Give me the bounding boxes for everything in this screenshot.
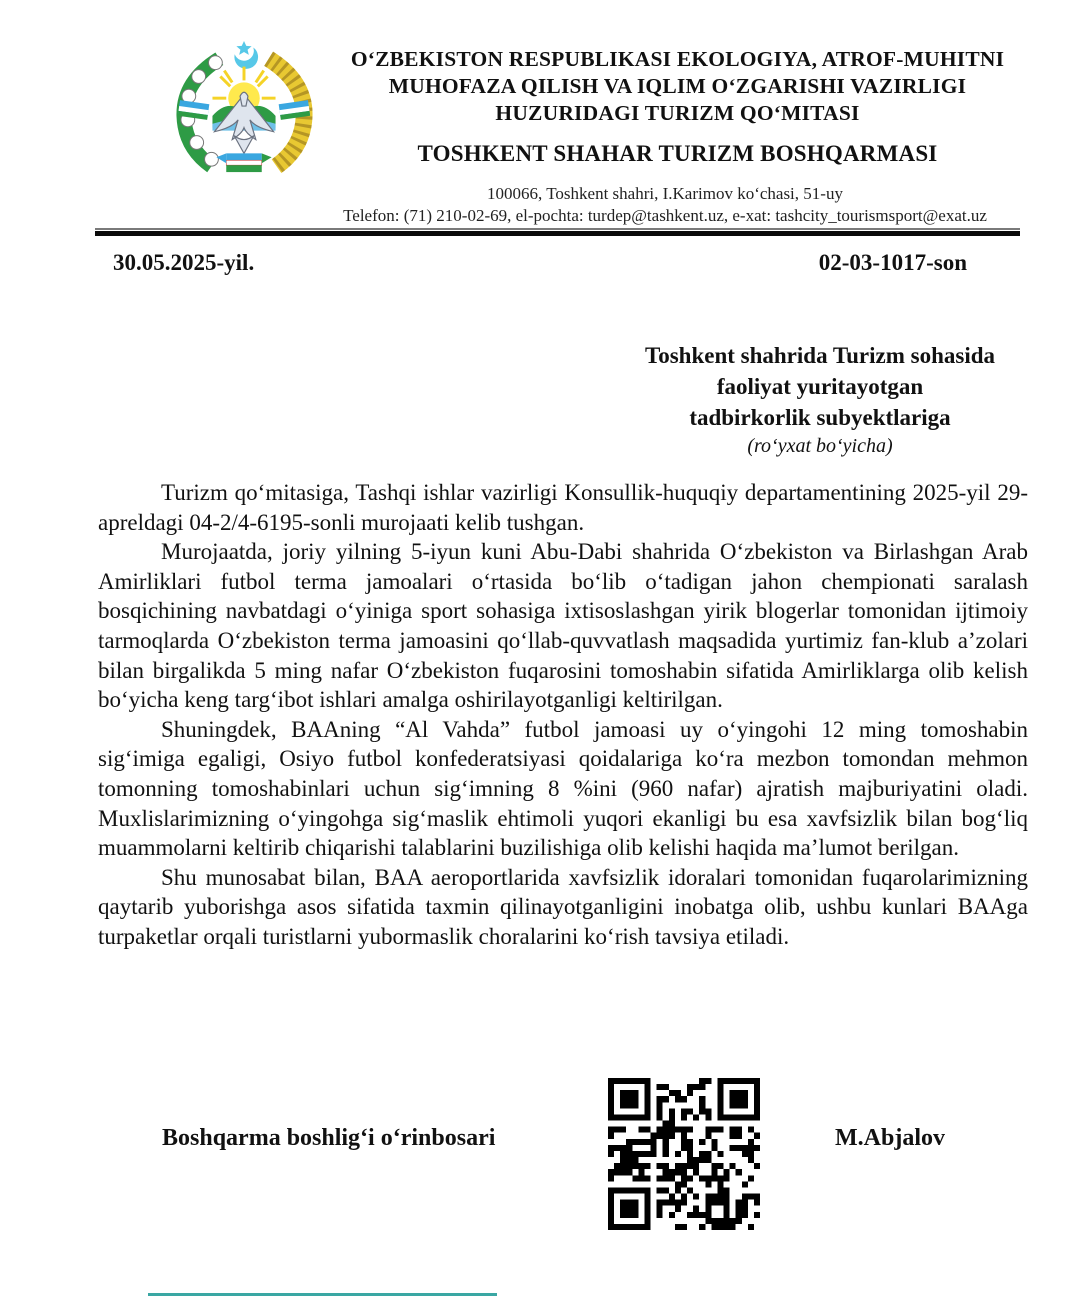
recipient-block [600, 340, 1040, 459]
body-paragraph: Murojaatda, joriy yilning 5-iyun kuni Abu-Dabi shahrida O‘zbekiston va Birlashgan Arab Amirliklari futbol terma jamoalari o‘rtasida bo‘lib o‘tadigan jahon chempionati saralash bosqichining navbatdagi o‘yiniga sport sohasiga ixtisoslashgan yirik blogerlar tomonidan ijtimoiy tarmoqlarda O‘zbekiston terma jamoasini qo‘llab-quvvatlash maqsadida yurtimiz fan-klub a’zolari bilan birgalikda 5 ming nafar O‘zbekiston fuqarosini tomoshabin sifatida Amirliklarga olib kelish bo‘yicha keng targ‘ibot ishlari amalga oshirilayotganligi keltirilgan. [98, 539, 1028, 713]
ministry-name-line: O‘ZBEKISTON RESPUBLIKASI EKOLOGIYA, ATROF-MUHITNI [350, 47, 1005, 71]
signer-name: M.Abjalov [835, 1125, 945, 1151]
body-paragraph: Turizm qo‘mitasiga, Tashqi ishlar vazirligi Konsullik-huquqiy departamentining 2025-yil 29-apreldagi 04-2/4-6195-sonli murojaati kelib tushgan. [98, 480, 1028, 535]
recipient-line: tadbirkorlik subyektlariga [689, 405, 951, 430]
letter-body [98, 478, 1028, 952]
uzbekistan-state-emblem-icon [175, 36, 313, 182]
recipient-note: (ro‘yxat bo‘yicha) [747, 435, 893, 457]
department-name: TOSHKENT SHAHAR TURIZM BOSHQARMASI [417, 141, 938, 166]
recipient-line: faoliyat yuritayotgan [716, 374, 924, 399]
qr-code-icon [608, 1078, 760, 1230]
body-paragraph: Shu munosabat bilan, BAA aeroportlarida xavfsizlik idoralari tomonidan fuqarolarimizning qaytarib yuborishga asos sifatida taxmin qilinayotganligini inobatga olib, ushbu kunlari BAAga turpaketlar orqali turistlarni yubormaslik choralarini ko‘rish tavsiya etiladi. [98, 864, 1028, 949]
signer-title: Boshqarma boshlig‘i o‘rinbosari [162, 1125, 496, 1151]
contacts-line: Telefon: (71) 210-02-69, el-pochta: turdep@tashkent.uz, e-xat: tashcity_tourismsport@exat.uz [343, 206, 987, 225]
ministry-name-line: HUZURIDAGI TURIZM QO‘MITASI [495, 101, 860, 125]
contact-block [250, 183, 1080, 227]
letter-number: 02-03-1017-son [818, 250, 967, 275]
letter-date: 30.05.2025-yil. [113, 250, 255, 275]
scan-artifact-line [148, 1293, 497, 1296]
address-line: 100066, Toshkent shahri, I.Karimov ko‘chasi, 51-uy [487, 184, 843, 203]
meta-row [113, 250, 967, 276]
header-divider [95, 228, 1020, 236]
recipient-line: Toshkent shahrida Turizm sohasida [644, 343, 996, 368]
body-paragraph: Shuningdek, BAAning “Al Vahda” futbol jamoasi uy o‘yingohi 12 ming tomoshabin sig‘imiga egaligi, Osiyo futbol konfederatsiyasi qoidalariga ko‘ra mezbon tomondan mehmon tomonning tomoshabinlari uchun sig‘imning 8 %ini (960 nafar) ajratish majburiyatini oladi. Muxlislarimizning o‘yingohga sig‘maslik ehtimoli yuqori ekanligi bu esa xavfsizlik bilan bog‘liq muammolarni keltirib chiqarishi talablarini buzilishiga olib kelishi haqida ma’lumot berilgan. [98, 716, 1028, 861]
letterhead [325, 46, 1030, 168]
ministry-name-line: MUHOFAZA QILISH VA IQLIM O‘ZGARISHI VAZIRLIGI [388, 74, 967, 98]
